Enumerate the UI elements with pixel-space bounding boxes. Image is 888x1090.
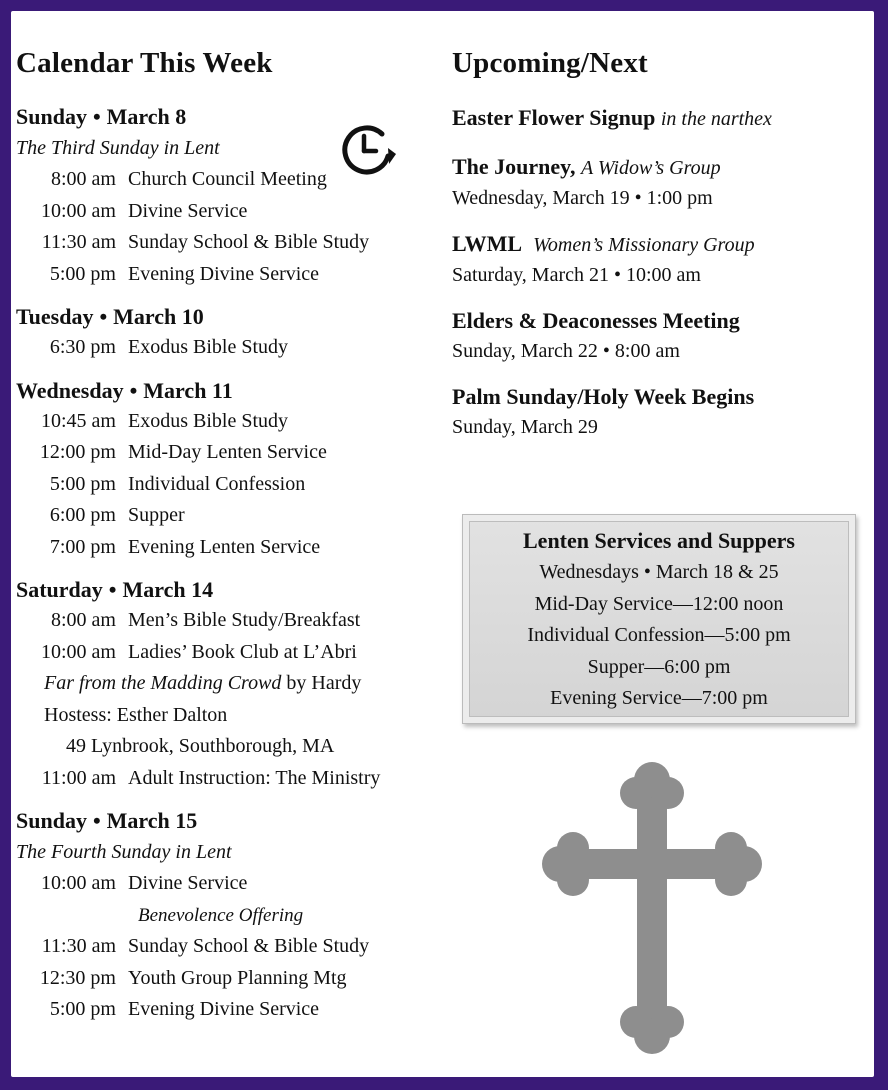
event-row: 11:00 am Adult Instruction: The Ministry <box>41 766 381 789</box>
event-row: 5:00 pm Evening Divine Service <box>49 998 320 1020</box>
offering-note: Benevolence Offering <box>138 904 304 926</box>
day-heading: Sunday • March 15 <box>16 808 198 833</box>
lenten-title: Lenten Services and Suppers <box>523 528 795 553</box>
upcoming-date: Wednesday, March 19 • 1:00 pm <box>452 187 713 209</box>
cross-icon <box>540 760 765 1059</box>
event-row: 6:00 pm Supper <box>49 504 185 526</box>
event-row: 5:00 pm Individual Confession <box>49 472 306 495</box>
event-row: 10:45 am Exodus Bible Study <box>41 409 289 432</box>
event-row: 10:00 am Ladies’ Book Club at L’Abri <box>41 640 357 663</box>
day-heading: Sunday • March 8 <box>16 104 187 129</box>
event-row: 8:00 am Church Council Meeting <box>51 168 327 190</box>
event-row: 10:00 am Divine Service <box>41 199 248 222</box>
day-heading: Tuesday • March 10 <box>16 304 204 329</box>
day-block <box>16 575 436 794</box>
upcoming-item: Palm Sunday/Holy Week Begins Sunday, March 29 <box>452 381 852 441</box>
event-row: 12:30 pm Youth Group Planning Mtg <box>39 966 347 989</box>
upcoming-date: Sunday, March 29 <box>452 416 598 438</box>
event-row: 11:30 am Sunday School & Bible Study <box>41 935 370 957</box>
lenten-line: Mid-Day Service—12:00 noon <box>534 592 784 615</box>
upcoming-item: Easter Flower Signup in the narthex <box>452 105 772 130</box>
event-row: 8:00 am Men’s Bible Study/Breakfast <box>51 609 361 631</box>
event-row: 5:00 pm Evening Divine Service <box>49 262 320 285</box>
address-note: 49 Lynbrook, Southborough, MA <box>66 735 335 757</box>
event-row: 7:00 pm Evening Lenten Service <box>49 535 321 558</box>
lenten-line: Evening Service—7:00 pm <box>550 687 768 709</box>
upcoming-item: LWML Women’s Missionary Group Saturday, March 21 • 10:00 am <box>452 228 852 289</box>
clock-forward-icon <box>338 120 400 182</box>
lenten-line: Supper—6:00 pm <box>587 655 731 678</box>
upcoming-title: Upcoming/Next <box>452 47 648 79</box>
upcoming-item: Elders & Deaconesses Meeting Sunday, March 22 • 8:00 am <box>452 305 852 365</box>
day-block <box>16 376 436 564</box>
upcoming-item: The Journey, A Widow’s Group Wednesday, March 19 • 1:00 pm <box>452 151 852 212</box>
event-row: 6:30 pm Exodus Bible Study <box>49 336 289 358</box>
event-row: 12:00 pm Mid-Day Lenten Service <box>39 441 327 463</box>
hostess-note: Hostess: Esther Dalton <box>44 703 228 726</box>
day-block <box>16 806 436 1026</box>
day-subtitle: The Fourth Sunday in Lent <box>16 841 232 863</box>
upcoming-column <box>452 46 852 457</box>
upcoming-date: Saturday, March 21 • 10:00 am <box>452 264 701 286</box>
calendar-column <box>16 46 436 1038</box>
lenten-services-box <box>462 514 856 724</box>
day-heading: Wednesday • March 11 <box>16 377 233 403</box>
event-row: 11:30 am Sunday School & Bible Study <box>41 231 370 253</box>
lenten-line: Individual Confession—5:00 pm <box>527 624 791 646</box>
event-row: 10:00 am Divine Service <box>41 872 248 894</box>
upcoming-date: Sunday, March 22 • 8:00 am <box>452 340 680 362</box>
calendar-title: Calendar This Week <box>16 47 273 79</box>
day-subtitle: The Third Sunday in Lent <box>16 137 220 159</box>
book-note: Far from the Madding Crowd by Hardy <box>44 672 362 694</box>
day-block <box>16 302 436 364</box>
day-heading: Saturday • March 14 <box>16 577 214 602</box>
lenten-line: Wednesdays • March 18 & 25 <box>539 561 779 583</box>
